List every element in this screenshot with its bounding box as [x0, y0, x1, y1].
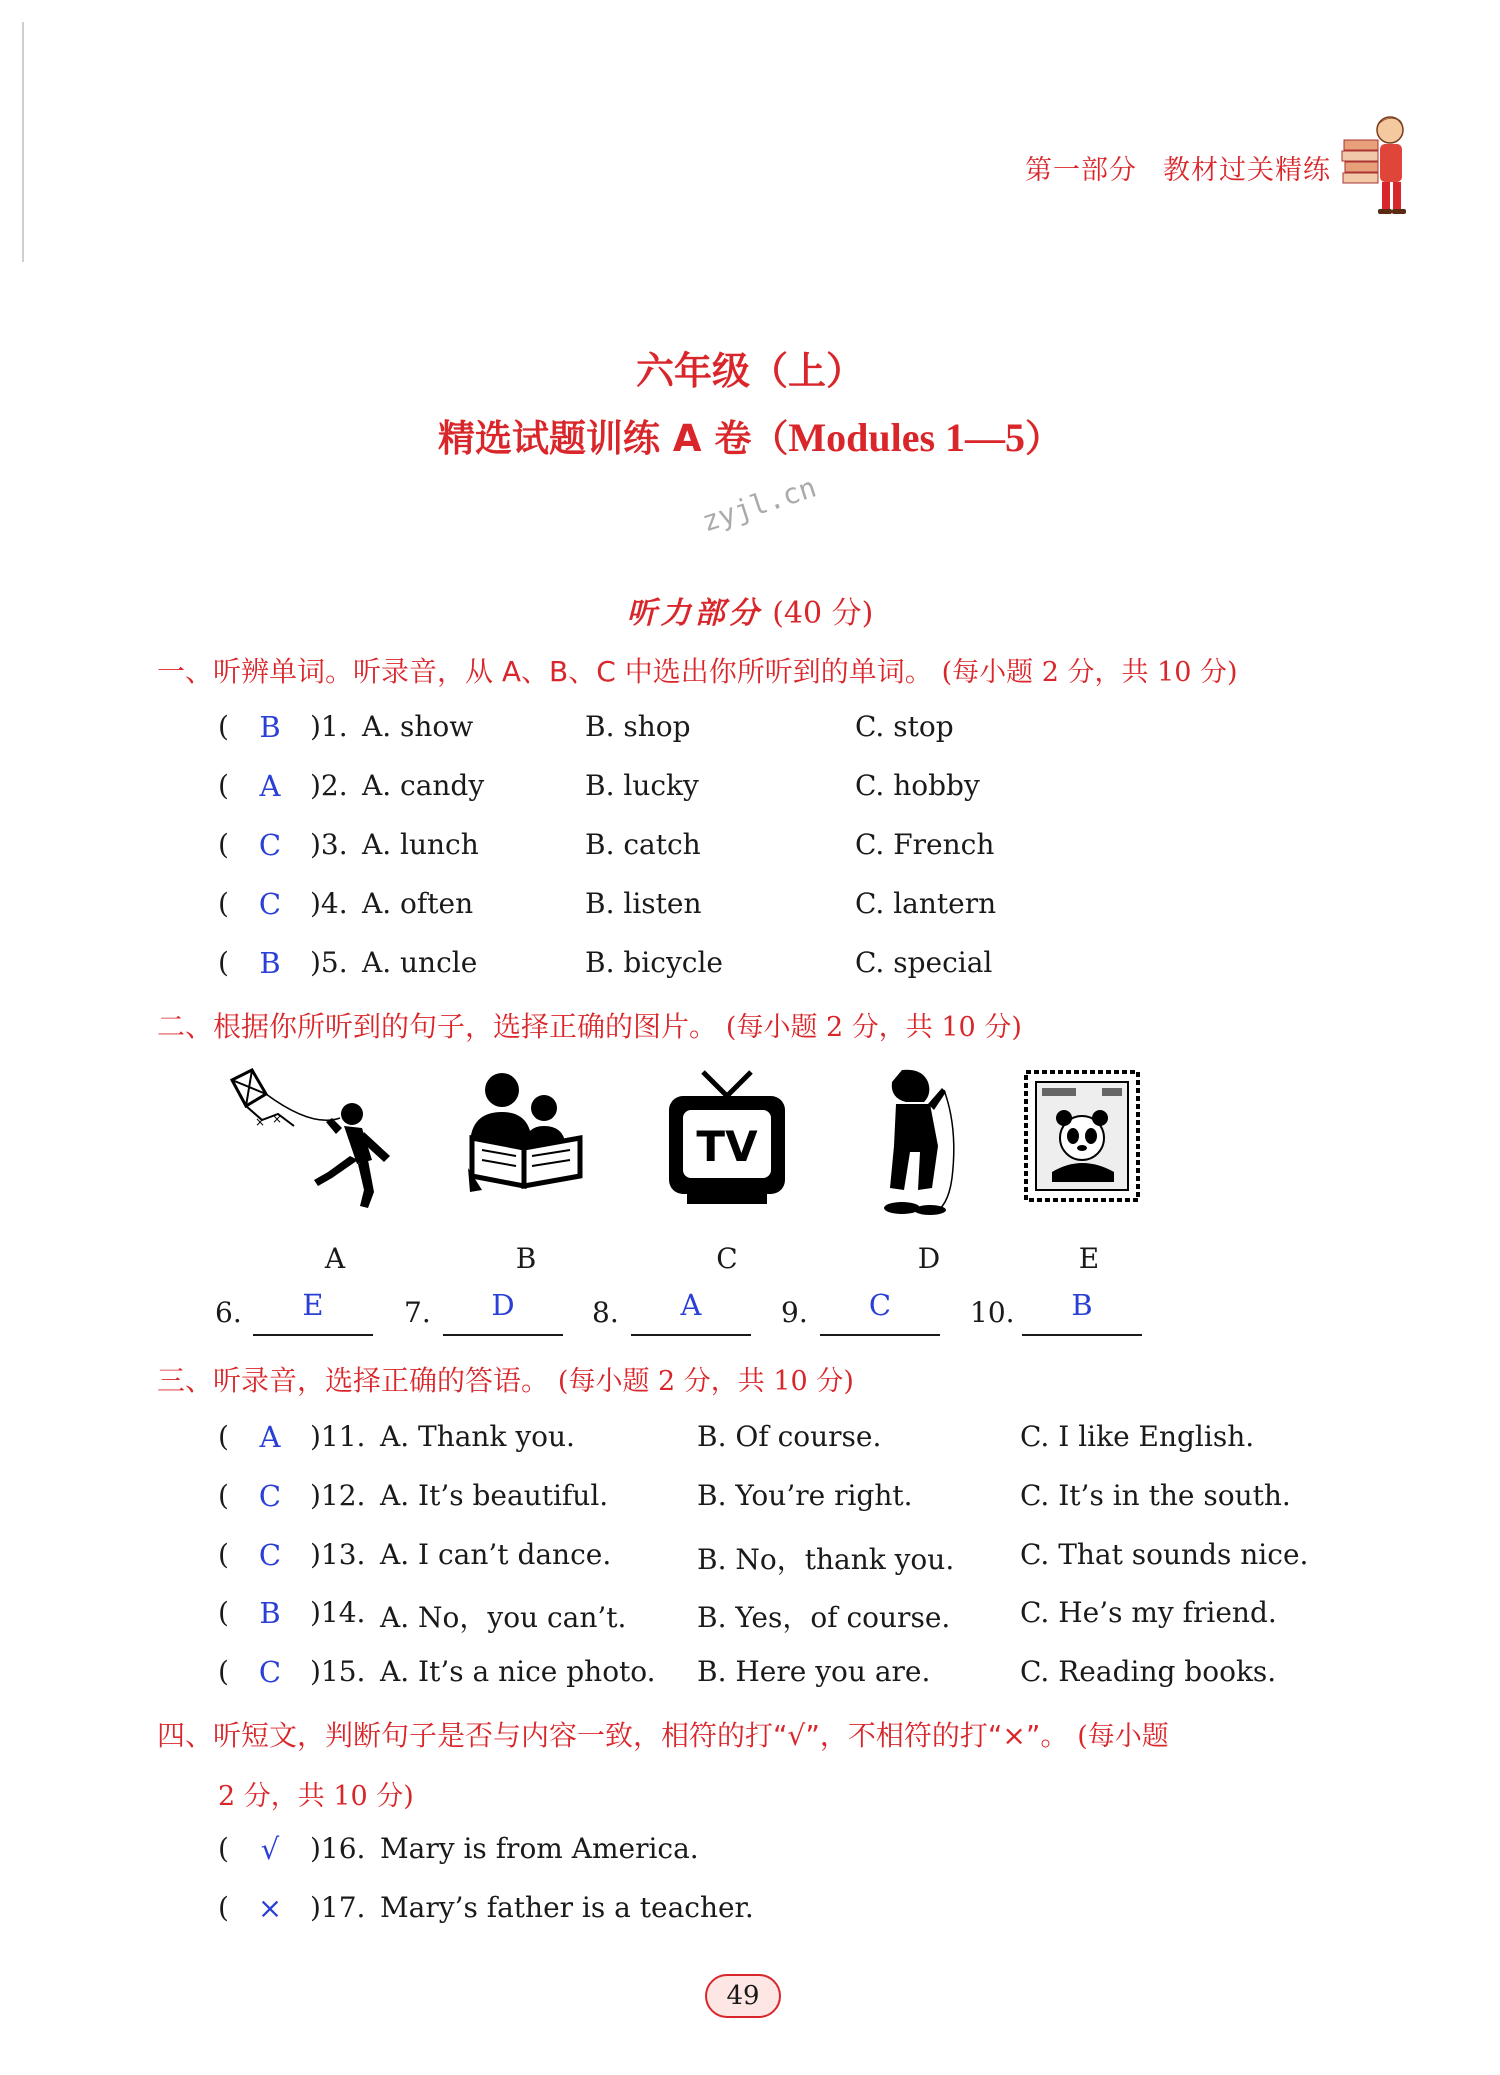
- question-5: ( B )5. A. uncle B. bicycle C. special: [218, 946, 993, 980]
- running-header: [1025, 148, 1331, 187]
- panda-stamp-icon: [1022, 1068, 1142, 1204]
- section-2-heading: 二、根据你所听到的句子，选择正确的图片。 (每小题 2 分，共 10 分): [157, 1010, 1022, 1043]
- watermark-text: zyjl.cn: [697, 470, 821, 539]
- blank-8: 8.: [592, 1296, 619, 1329]
- listening-section-header: 听力部分 (40 分): [626, 596, 874, 631]
- blank-8-answer: A: [680, 1288, 702, 1322]
- blank-9-line: [820, 1334, 940, 1336]
- binding-margin-line: [22, 22, 24, 262]
- svg-text:×: ×: [255, 1115, 266, 1129]
- svg-text:×: ×: [272, 1112, 283, 1126]
- blank-6-answer: E: [302, 1288, 324, 1322]
- header-part: 第一部分: [1025, 155, 1137, 186]
- answer-3: C: [258, 828, 282, 862]
- question-15: ( C )15. A. It’s a nice photo. B. Here you are. C. Reading books.: [218, 1655, 1277, 1689]
- answer-11: A: [259, 1420, 281, 1454]
- question-3: ( C )3. A. lunch B. catch C. French: [218, 828, 995, 862]
- tv-label: TV: [696, 1122, 758, 1171]
- reading-book-icon: [462, 1068, 592, 1193]
- answer-5: B: [259, 946, 281, 980]
- blank-10-answer: B: [1071, 1288, 1093, 1322]
- answer-16: √: [260, 1832, 280, 1866]
- picture-label-b: B: [515, 1242, 537, 1275]
- blank-6-line: [253, 1334, 373, 1336]
- section-4-heading-cont: 2 分，共 10 分): [218, 1781, 414, 1812]
- header-section: 教材过关精练: [1163, 155, 1331, 186]
- blank-9-answer: C: [868, 1288, 892, 1322]
- blank-7: 7.: [404, 1296, 431, 1329]
- picture-label-d: D: [917, 1242, 941, 1275]
- answer-14: B: [259, 1596, 281, 1630]
- answer-12: C: [258, 1479, 282, 1513]
- question-13: ( C )13. A. I can’t dance. B. No，thank you. C. That sounds nice.: [218, 1538, 1309, 1576]
- blank-10: 10.: [970, 1296, 1015, 1329]
- question-1: ( B )1. A. show B. shop C. stop: [218, 710, 954, 744]
- blank-9: 9.: [781, 1296, 808, 1329]
- section-1-heading: 一、听辨单词。听录音，从 A、B、C 中选出你所听到的单词。 (每小题 2 分，共 10 分): [157, 655, 1238, 688]
- picture-label-a: A: [324, 1242, 346, 1275]
- question-2: ( A )2. A. candy B. lucky C. hobby: [218, 769, 980, 803]
- blank-10-line: [1022, 1334, 1142, 1336]
- tv-icon: [665, 1068, 790, 1218]
- question-4: ( C )4. A. often B. listen C. lantern: [218, 887, 997, 921]
- answer-15: C: [258, 1655, 282, 1689]
- blank-7-line: [443, 1334, 563, 1336]
- answer-1: B: [259, 710, 281, 744]
- question-17: ( × )17. Mary’s father is a teacher.: [218, 1891, 754, 1925]
- answer-2: A: [259, 769, 281, 803]
- question-11: ( A )11. A. Thank you. B. Of course. C. I like English.: [218, 1420, 1255, 1454]
- page-subtitle: 精选试题训练 A 卷（Modules 1—5）: [437, 415, 1063, 460]
- question-12: ( C )12. A. It’s beautiful. B. You’re right. C. It’s in the south.: [218, 1479, 1291, 1513]
- section-4-heading: 四、听短文，判断句子是否与内容一致，相符的打“√”，不相符的打“×”。 (每小题: [157, 1719, 1169, 1752]
- blank-8-line: [631, 1334, 751, 1336]
- section-3-heading: 三、听录音，选择正确的答语。 (每小题 2 分，共 10 分): [157, 1364, 854, 1397]
- picture-label-e: E: [1078, 1242, 1100, 1275]
- question-14: ( B )14. A. No，you can’t. B. Yes，of course. C. He’s my friend.: [218, 1596, 1277, 1634]
- kite-flying-icon: [222, 1068, 402, 1218]
- page-title: 六年级（上）: [635, 349, 864, 393]
- singer-icon: [872, 1068, 967, 1218]
- boy-with-books-icon: [1340, 112, 1410, 217]
- picture-label-c: C: [716, 1242, 738, 1275]
- answer-13: C: [258, 1538, 282, 1572]
- question-16: ( √ )16. Mary is from America.: [218, 1832, 699, 1866]
- blank-6: 6.: [215, 1296, 242, 1329]
- answer-4: C: [258, 887, 282, 921]
- page-number: 49: [705, 1974, 781, 2018]
- answer-17: ×: [257, 1891, 283, 1925]
- blank-7-answer: D: [491, 1288, 515, 1322]
